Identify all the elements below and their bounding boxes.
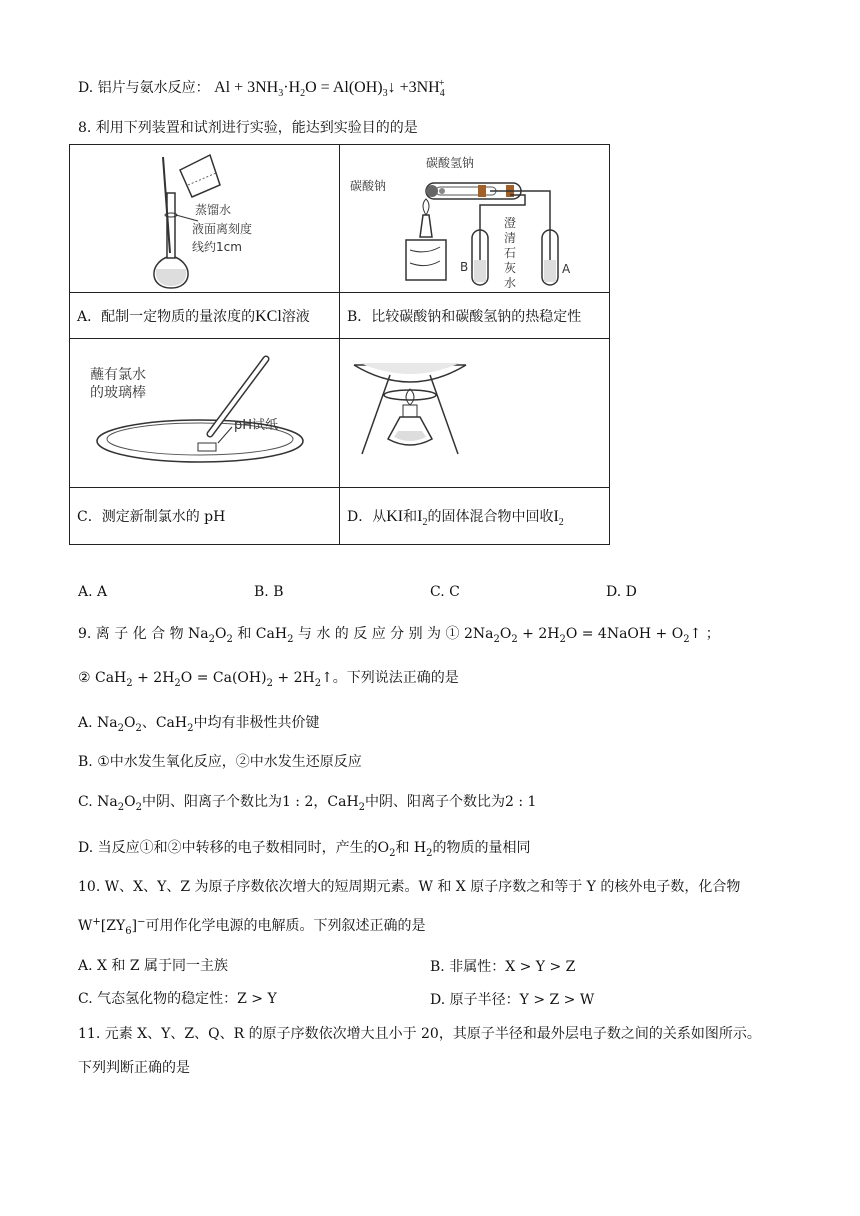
q9-option-d[interactable]: D. 当反应①和②中转移的电子数相同时，产生的$O_2$和 $H_2$的物质的量相同 <box>78 840 531 859</box>
ph-paper-illustration <box>70 339 340 487</box>
label-tube-b: B <box>460 260 469 274</box>
label-limewater-1: 澄 <box>504 216 517 230</box>
q10-option-c[interactable]: C. 气态氢化物的稳定性：Z > Y <box>78 991 277 1007</box>
cell-a-caption: A．配制一定物质的量浓度的KCl溶液 <box>70 293 340 339</box>
q9-option-b[interactable]: B. ①中水发生氧化反应，②中水发生还原反应 <box>78 754 362 770</box>
q10-stem-line-1: 10. W、X、Y、Z 为原子序数依次增大的短周期元素。W 和 X 原子序数之和等于 Y 的核外电子数，化合物 <box>78 879 741 895</box>
q9-stem-line-1: 9. 离 子 化 合 物 $Na_2O_2$ 和 CaH$_2$ 与 水 的 反 应 分 别 为 ① $2Na_2O_2 + 2H_2O$ = 4NaOH + $O_2↑$ ； <box>78 626 720 645</box>
cell-d-caption: D．从KI和$I_2$的固体混合物中回收$I_2$ <box>340 488 610 545</box>
label-limewater-3: 石 <box>504 246 517 260</box>
q11-stem-line-1: 11. 元素 X、Y、Z、Q、R 的原子序数依次增大且小于 20，其原子半径和最外层电子数之间的关系如图所示。 <box>78 1026 761 1042</box>
cell-b-caption: B．比较碳酸钠和碳酸氢钠的热稳定性 <box>340 293 610 339</box>
cell-b-image <box>340 145 610 293</box>
q8-option-c[interactable]: C. C <box>430 584 460 600</box>
q10-option-b[interactable]: B. 非属性：X > Y > Z <box>430 959 576 975</box>
label-limewater-5: 水 <box>504 276 517 290</box>
cell-a-image <box>70 145 340 293</box>
cell-c-caption: C．测定新制氯水的 pH <box>70 488 340 545</box>
q8-option-a[interactable]: A. A <box>78 584 108 600</box>
label-ph-paper: pH试纸 <box>234 418 279 433</box>
q9-option-a[interactable]: A. $Na_2O_2$、CaH$_2$中均有非极性共价键 <box>78 715 320 734</box>
q7-option-d: D. 铝片与氨水反应： $Al + 3NH_3\cdot H_2O$ = $Al(OH)_3↓ +3NH_4^+$ <box>78 77 445 100</box>
q7-formula: $Al + 3NH_3\cdot H_2O$ = $Al(OH)_3↓ +3NH_4^+$ <box>214 77 445 100</box>
label-tube-a: A <box>562 262 571 276</box>
label-sodium-bicarbonate: 碳酸氢钠 <box>426 156 475 170</box>
q8-stem: 8. 利用下列装置和试剂进行实验，能达到实验目的的是 <box>78 120 418 136</box>
label-chlorine-rod-1: 蘸有氯水 <box>90 367 146 383</box>
q10-stem-line-2: $W^+[ZY_6]^-$可用作化学电源的电解质。下列叙述正确的是 <box>78 916 426 937</box>
q8-option-d[interactable]: D. D <box>606 584 637 600</box>
q8-apparatus-table <box>69 144 610 545</box>
volumetric-flask-illustration <box>70 145 340 292</box>
label-liquid-level: 液面离刻度 <box>192 222 253 236</box>
q9-stem-line-2: ② $CaH_2 + 2H_2O = Ca(OH)_2$ + $2H_2↑$。下列说法正确的是 <box>78 670 459 689</box>
label-chlorine-rod-2: 的玻璃棒 <box>90 385 146 401</box>
label-1cm: 线约1cm <box>192 240 242 254</box>
cell-d-image <box>340 339 610 488</box>
cell-c-image <box>70 339 340 488</box>
label-distilled-water: 蒸馏水 <box>195 203 232 217</box>
label-limewater-4: 灰 <box>504 261 517 275</box>
q10-option-a[interactable]: A. X 和 Z 属于同一主族 <box>78 958 229 974</box>
q10-option-d[interactable]: D. 原子半径：Y > Z > W <box>430 992 595 1008</box>
q11-stem-line-2: 下列判断正确的是 <box>78 1060 190 1076</box>
thermal-stability-illustration <box>340 145 610 292</box>
sublimation-illustration <box>340 339 610 487</box>
label-limewater-2: 清 <box>504 231 517 245</box>
q8-options <box>78 584 778 604</box>
q9-option-c[interactable]: C. $Na_2O_2$中阴、阳离子个数比为1 : 2，CaH$_2$中阴、阳离子个数比为2 : 1 <box>78 794 537 813</box>
label-sodium-carbonate: 碳酸钠 <box>350 179 387 193</box>
q8-option-b[interactable]: B. B <box>254 584 284 600</box>
